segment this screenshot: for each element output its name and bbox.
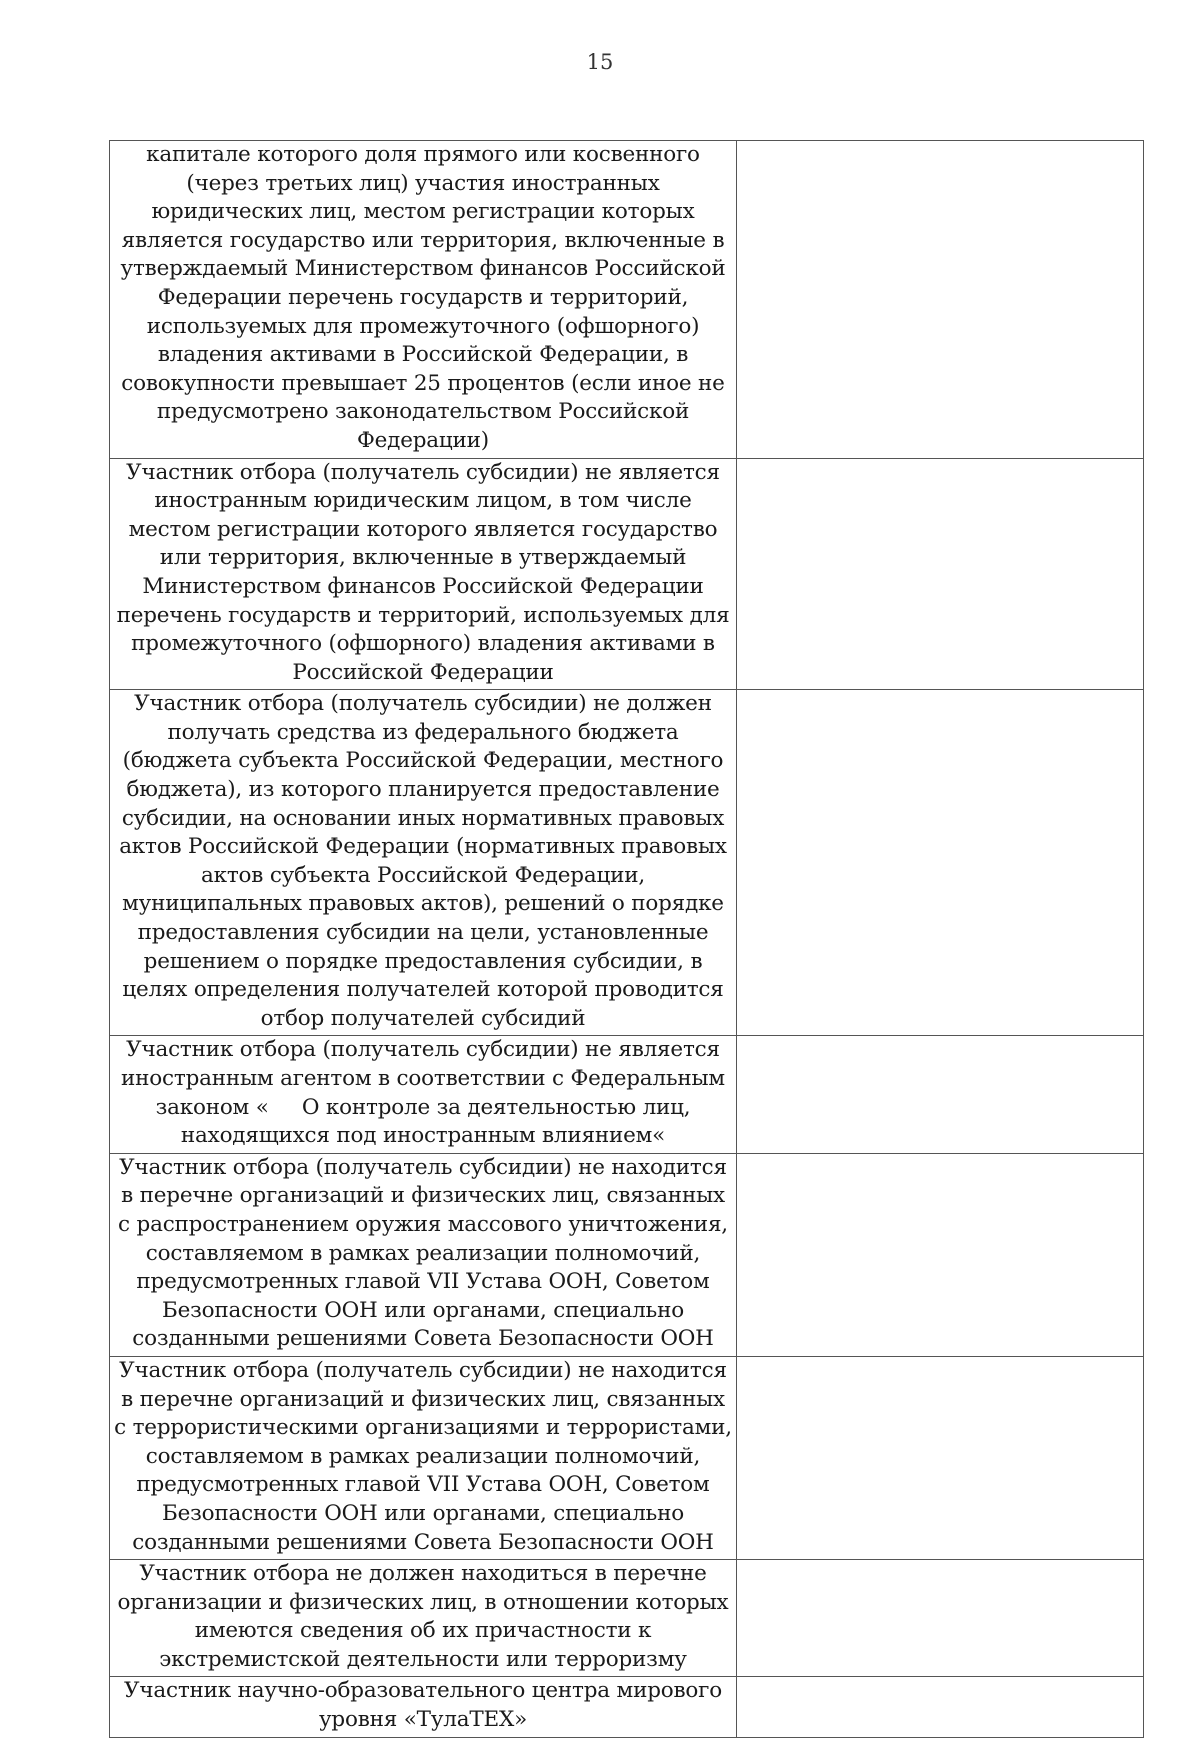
- requirement-text-cell: Участник отбора (получатель субсидии) не находится в перечне организаций и физических лиц, связанных с террористическими организациями и террористами, составляемом в рамках реализации полномочий, предусмотренных главой VII Устава ООН, Советом Безопасности ООН или органами, специально созданными решениями Совета Безопасности ООН: [110, 1356, 737, 1559]
- confirmation-cell[interactable]: [737, 1153, 1144, 1356]
- requirement-text-cell: Участник отбора (получатель субсидии) не является иностранным агентом в соответствии с Федеральным законом « О контроле за деятельностью лиц, находящихся под иностранным влиянием«: [110, 1036, 737, 1153]
- confirmation-cell[interactable]: [737, 1036, 1144, 1153]
- confirmation-cell[interactable]: [737, 141, 1144, 459]
- table-row: [110, 690, 1144, 1036]
- requirement-text-cell: Участник научно-образовательного центра мирового уровня «ТулаТЕХ»: [110, 1677, 737, 1737]
- requirement-text-cell: Участник отбора (получатель субсидии) не является иностранным юридическим лицом, в том числе местом регистрации которого является государство или территория, включенные в утверждаемый Министерством финансов Российской Федерации перечень государств и территорий, используемых для промежуточного (офшорного) владения активами в Российской Федерации: [110, 458, 737, 690]
- table-row: [110, 1677, 1144, 1737]
- table-row: [110, 1356, 1144, 1559]
- table-row: [110, 1036, 1144, 1153]
- confirmation-cell[interactable]: [737, 1356, 1144, 1559]
- table-row: [110, 1153, 1144, 1356]
- page-number: 15: [586, 50, 614, 74]
- requirement-text-cell: Участник отбора (получатель субсидии) не находится в перечне организаций и физических лиц, связанных с распространением оружия массового уничтожения, составляемом в рамках реализации полномочий, предусмотренных главой VII Устава ООН, Советом Безопасности ООН или органами, специально созданными решениями Совета Безопасности ООН: [110, 1153, 737, 1356]
- table-row: [110, 1560, 1144, 1677]
- confirmation-cell[interactable]: [737, 1560, 1144, 1677]
- requirement-text-cell: Участник отбора (получатель субсидии) не должен получать средства из федерального бюджета (бюджета субъекта Российской Федерации, местного бюджета), из которого планируется предоставление субсидии, на основании иных нормативных правовых актов Российской Федерации (нормативных правовых актов субъекта Российской Федерации, муниципальных правовых актов), решений о порядке предоставления субсидии на цели, установленные решением о порядке предоставления субсидии, в целях определения получателей которой проводится отбор получателей субсидий: [110, 690, 737, 1036]
- confirmation-cell[interactable]: [737, 1677, 1144, 1737]
- table-row: [110, 458, 1144, 690]
- confirmation-cell[interactable]: [737, 690, 1144, 1036]
- table-row: [110, 141, 1144, 459]
- requirement-text-cell: капитале которого доля прямого или косвенного (через третьих лиц) участия иностранных юридических лиц, местом регистрации которых является государство или территория, включенные в утверждаемый Министерством финансов Российской Федерации перечень государств и территорий, используемых для промежуточного (офшорного) владения активами в Российской Федерации, в совокупности превышает 25 процентов (если иное не предусмотрено законодательством Российской Федерации): [110, 141, 737, 459]
- requirements-table: [109, 140, 1144, 1738]
- confirmation-cell[interactable]: [737, 458, 1144, 690]
- requirement-text-cell: Участник отбора не должен находиться в перечне организации и физических лиц, в отношении которых имеются сведения об их причастности к экстремистской деятельности или терроризму: [110, 1560, 737, 1677]
